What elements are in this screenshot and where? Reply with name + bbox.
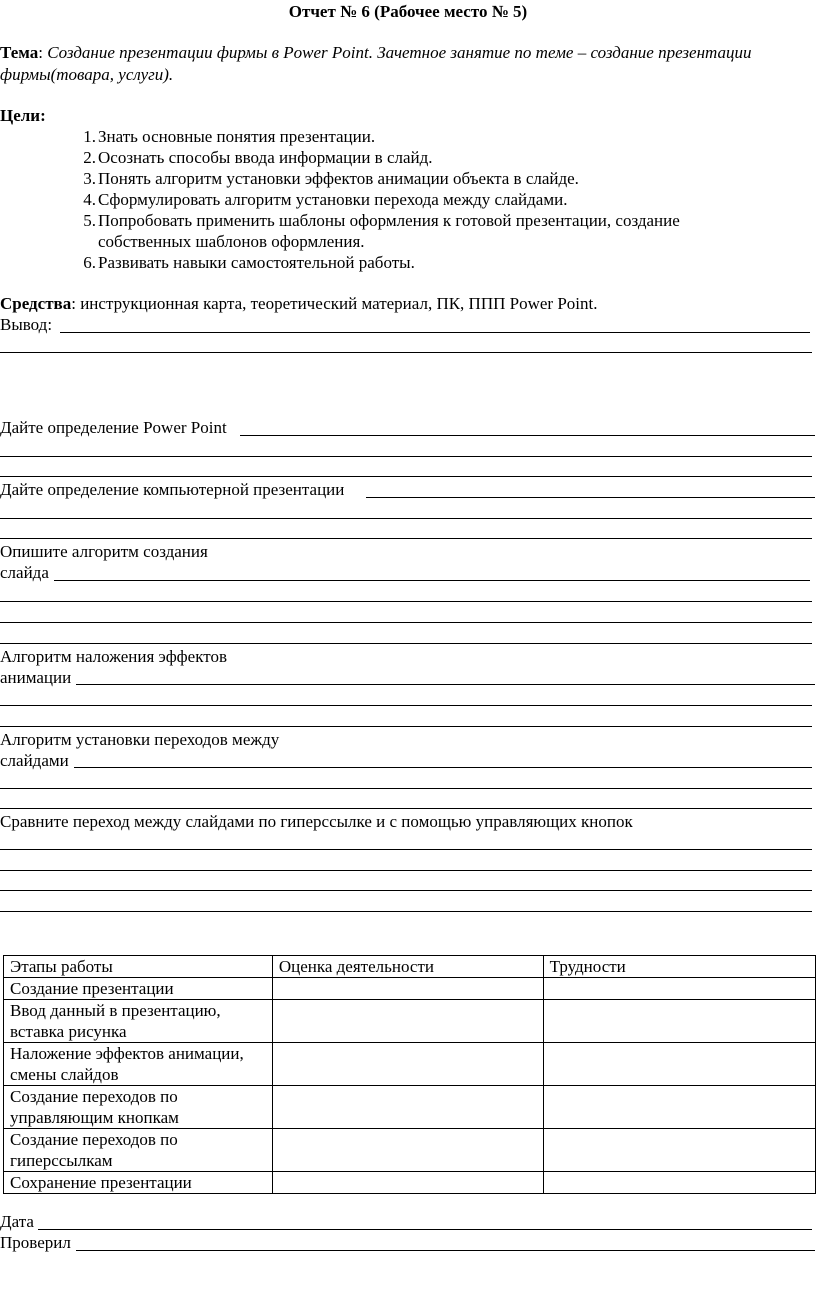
- stage-cell: [4, 1129, 273, 1172]
- means-text: : инструкционная карта, теоретический материал, ПК, ППП Power Point.: [71, 294, 598, 313]
- goal-item-2: [58, 148, 433, 168]
- stage-cell-line: Ввод данный в презентацию,: [10, 1001, 221, 1020]
- answer-line[interactable]: [0, 808, 812, 809]
- stage-cell-line: смены слайдов: [10, 1065, 119, 1084]
- answer-line[interactable]: [74, 767, 812, 768]
- evaluation-cell[interactable]: [272, 1129, 543, 1172]
- topic-line-1: [0, 43, 752, 63]
- checked-by-label: Проверил: [0, 1233, 71, 1252]
- table-header-row: [4, 956, 816, 978]
- checked-by-line[interactable]: [76, 1250, 815, 1251]
- evaluation-cell[interactable]: [272, 1086, 543, 1129]
- date-line[interactable]: [38, 1229, 812, 1230]
- stage-cell: [4, 1086, 273, 1129]
- goal-text: Понять алгоритм установки эффектов анимации объекта в слайде.: [98, 169, 579, 188]
- conclusion-label: Вывод:: [0, 315, 53, 334]
- answer-line[interactable]: [0, 911, 812, 912]
- stage-cell: Создание презентации: [4, 978, 273, 1000]
- answer-line[interactable]: [0, 538, 812, 539]
- goal-item-1: [58, 127, 375, 147]
- answer-line[interactable]: [0, 456, 812, 457]
- table-row: [4, 1129, 816, 1172]
- page-title: Отчет № 6 (Рабочее место № 5): [288, 2, 528, 21]
- goal-number: 1.: [83, 127, 96, 146]
- answer-line[interactable]: [0, 643, 812, 644]
- work-stages-table: [3, 955, 816, 1194]
- goal-text: Осознать способы ввода информации в слайд.: [98, 148, 433, 167]
- table-row: [4, 978, 816, 1000]
- evaluation-cell[interactable]: [272, 1172, 543, 1194]
- difficulties-cell[interactable]: [543, 1043, 815, 1086]
- header-evaluation: Оценка деятельности: [272, 956, 543, 978]
- answer-line[interactable]: [0, 518, 812, 519]
- answer-line[interactable]: [0, 601, 812, 602]
- goal-text: Попробовать применить шаблоны оформления к готовой презентации, создание: [98, 211, 680, 230]
- question-animation-algorithm: Алгоритм наложения эффектов: [0, 647, 227, 666]
- goal-item-3: [58, 169, 579, 189]
- evaluation-cell[interactable]: [272, 1000, 543, 1043]
- topic-text-1: Создание презентации фирмы в Power Point. Зачетное занятие по теме – создание презентации: [47, 43, 752, 62]
- difficulties-cell[interactable]: [543, 978, 815, 1000]
- difficulties-cell[interactable]: [543, 1086, 815, 1129]
- question-slide-algorithm-cont: слайда: [0, 563, 49, 582]
- answer-line[interactable]: [366, 497, 815, 498]
- conclusion-answer-line[interactable]: [60, 332, 810, 333]
- goal-text: Знать основные понятия презентации.: [98, 127, 376, 146]
- goal-number: 4.: [83, 190, 96, 209]
- answer-line[interactable]: [0, 890, 812, 891]
- evaluation-cell[interactable]: [272, 1043, 543, 1086]
- answer-line[interactable]: [240, 435, 815, 436]
- answer-line[interactable]: [0, 705, 812, 706]
- goal-item-6: [58, 253, 415, 273]
- means-label: Средства: [0, 294, 72, 313]
- question-compare-transitions: Сравните переход между слайдами по гиперссылке и с помощью управляющих кнопок: [0, 812, 633, 831]
- answer-line[interactable]: [0, 849, 812, 850]
- goal-number: 2.: [83, 148, 96, 167]
- stage-cell-line: вставка рисунка: [10, 1022, 127, 1041]
- goal-item-5: [58, 211, 680, 231]
- goal-text: Сформулировать алгоритм установки перехода между слайдами.: [98, 190, 568, 209]
- stage-cell-line: Наложение эффектов анимации,: [10, 1044, 244, 1063]
- stage-cell-line: Создание переходов по: [10, 1130, 178, 1149]
- goals-label: Цели:: [0, 106, 46, 125]
- question-transition-algorithm-cont: слайдами: [0, 751, 69, 770]
- header-stages: Этапы работы: [4, 956, 273, 978]
- goal-text: Развивать навыки самостоятельной работы.: [98, 253, 415, 272]
- answer-line[interactable]: [0, 788, 812, 789]
- answer-line[interactable]: [54, 580, 810, 581]
- goal-item-4: [58, 190, 567, 210]
- answer-line[interactable]: [0, 622, 812, 623]
- stage-cell-line: гиперссылкам: [10, 1151, 113, 1170]
- topic-text-2: фирмы(товара, услуги).: [0, 65, 174, 84]
- answer-line[interactable]: [0, 726, 812, 727]
- topic-label: Тема: [0, 43, 39, 62]
- difficulties-cell[interactable]: [543, 1129, 815, 1172]
- question-transition-algorithm: Алгоритм установки переходов между: [0, 730, 280, 749]
- stage-cell: Сохранение презентации: [4, 1172, 273, 1194]
- table-row: [4, 1172, 816, 1194]
- header-difficulties: Трудности: [543, 956, 815, 978]
- question-animation-algorithm-cont: анимации: [0, 668, 72, 687]
- stage-cell: [4, 1043, 273, 1086]
- means-line: [0, 294, 597, 314]
- table-row: [4, 1000, 816, 1043]
- answer-line[interactable]: [0, 476, 812, 477]
- table-row: [4, 1086, 816, 1129]
- goal-number: 6.: [83, 253, 96, 272]
- table-row: [4, 1043, 816, 1086]
- question-presentation-definition: Дайте определение компьютерной презентации: [0, 480, 345, 499]
- answer-line[interactable]: [0, 870, 812, 871]
- difficulties-cell[interactable]: [543, 1172, 815, 1194]
- question-powerpoint-definition: Дайте определение Power Point: [0, 418, 227, 437]
- stage-cell-line: Создание переходов по: [10, 1087, 178, 1106]
- answer-line[interactable]: [76, 684, 815, 685]
- question-slide-algorithm: Опишите алгоритм создания: [0, 542, 208, 561]
- goal-text-continued: собственных шаблонов оформления.: [98, 232, 365, 251]
- stage-cell: [4, 1000, 273, 1043]
- date-label: Дата: [0, 1212, 34, 1231]
- goal-number: 5.: [83, 211, 96, 230]
- goal-number: 3.: [83, 169, 96, 188]
- stage-cell-line: управляющим кнопкам: [10, 1108, 179, 1127]
- topic-colon: :: [38, 43, 43, 62]
- difficulties-cell[interactable]: [543, 1000, 815, 1043]
- conclusion-answer-line[interactable]: [0, 352, 812, 353]
- evaluation-cell[interactable]: [272, 978, 543, 1000]
